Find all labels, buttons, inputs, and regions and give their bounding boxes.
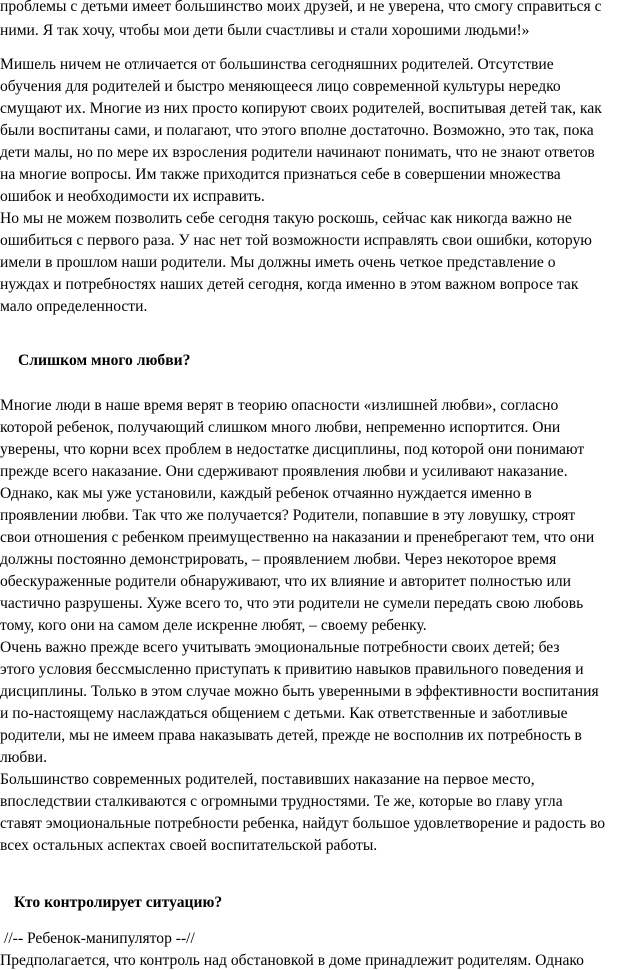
text-line: и по-настоящему наслаждаться общением с детьми. Как ответственные и заботливые <box>0 705 568 722</box>
text-line: этого условия бессмысленно приступать к привитию навыков правильного поведения и <box>0 661 584 678</box>
text-line: Но мы не можем позволить себе сегодня такую роскошь, сейчас как никогда важно не <box>0 210 572 227</box>
text-line: Большинство современных родителей, поставивших наказание на первое место, <box>0 771 535 788</box>
text-line: проявлении любви. Так что же получается? Родители, попавшие в эту ловушку, строят <box>0 507 576 524</box>
text-line: ошибок и необходимости их исправить. <box>0 188 265 205</box>
text-line: тому, кого они на самом деле искренне любят, – своему ребенку. <box>0 617 427 634</box>
text-line: ошибиться с первого раза. У нас нет той возможности исправлять свои ошибки, которую <box>0 232 592 249</box>
text-line: дисциплины. Только в этом случае можно быть уверенными в эффективности воспитания <box>0 683 599 700</box>
subsection-heading: //-- Ребенок-манипулятор --// <box>4 930 195 947</box>
text-line: обучения для родителей и быстро меняющееся лицо современной культуры нередко <box>0 78 561 95</box>
text-line: нуждах и потребностях наших детей сегодня, когда именно в этом важном вопросе так <box>0 276 579 293</box>
text-line: ними. Я так хочу, чтобы мои дети были счастливы и стали хорошими людьми!» <box>0 22 530 39</box>
text-line: любви. <box>0 749 47 766</box>
section-heading: Кто контролирует ситуацию? <box>14 894 223 911</box>
text-line: имели в прошлом наши родители. Мы должны иметь очень четкое представление о <box>0 254 556 271</box>
section-heading: Слишком много любви? <box>18 352 191 369</box>
text-line: Многие люди в наше время верят в теорию опасности «излишней любви», согласно <box>0 397 559 414</box>
text-line: Предполагается, что контроль над обстановкой в доме принадлежит родителям. Однако <box>0 952 584 969</box>
text-line: уверены, что корни всех проблем в недостатке дисциплины, под которой они понимают <box>0 441 585 458</box>
text-line: ставят эмоциональные потребности ребенка, найдут большое удовлетворение и радость во <box>0 815 606 832</box>
text-line: Очень важно прежде всего учитывать эмоциональные потребности своих детей; без <box>0 639 560 656</box>
text-line: которой ребенок, получающий слишком много любви, непременно испортится. Они <box>0 419 561 436</box>
text-line: должны постоянно демонстрировать, – проявлением любви. Через некоторое время <box>0 551 557 568</box>
text-line: смущают их. Многие из них просто копируют своих родителей, воспитывая детей так, как <box>0 100 602 117</box>
text-line: проблемы с детьми имеет большинство моих друзей, и не уверена, что смогу справиться с <box>0 0 602 15</box>
text-line: на многие вопросы. Им также приходится признаться себе в совершении множества <box>0 166 561 183</box>
text-line: Однако, как мы уже установили, каждый ребенок отчаянно нуждается именно в <box>0 485 532 502</box>
text-line: Мишель ничем не отличается от большинства сегодняшних родителей. Отсутствие <box>0 56 554 73</box>
text-line: частично разрушены. Хуже всего то, что эти родители не сумели передать свою любовь <box>0 595 584 612</box>
text-line: были воспитаны сами, и полагают, что этого вполне достаточно. Возможно, это так, пока <box>0 122 594 139</box>
text-line: впоследствии сталкиваются с огромными трудностями. Те же, которые во главу угла <box>0 793 563 810</box>
text-line: всех остальных аспектах своей воспитательской работы. <box>0 837 378 854</box>
text-line: мало определенности. <box>0 298 148 315</box>
text-line: свои отношения с ребенком преимущественно на наказании и пренебрегают тем, что они <box>0 529 595 546</box>
text-line: обескураженные родители обнаруживают, что их влияние и авторитет полностью или <box>0 573 571 590</box>
text-line: дети малы, но по мере их взросления родители начинают понимать, что не знают ответов <box>0 144 595 161</box>
text-line: родители, мы не имеем права наказывать детей, прежде не восполнив их потребность в <box>0 727 582 744</box>
text-line: прежде всего наказание. Они сдерживают проявления любви и усиливают наказание. <box>0 463 568 480</box>
